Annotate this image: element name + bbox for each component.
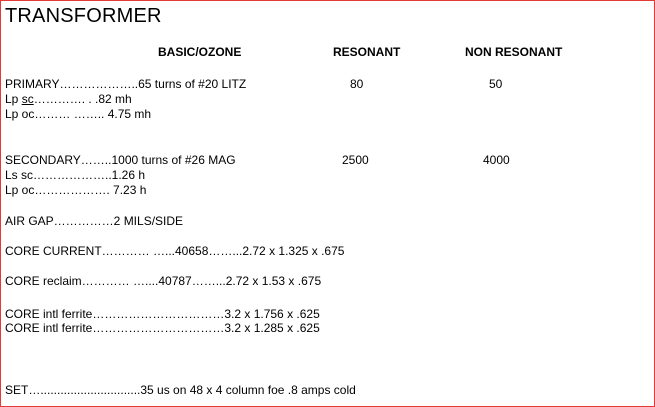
primary-spec: PRIMARY………………..65 turns of #20 LITZ: [5, 77, 247, 91]
secondary-ls-sc: Ls sc………………..1.26 h: [5, 168, 146, 182]
set-spec: SET…..............................35 us on 48 x 4 column foe .8 amps cold: [5, 383, 356, 397]
secondary-spec: SECONDARY……..1000 turns of #26 MAG: [5, 153, 236, 167]
primary-lp-sc-underlined: sc: [21, 92, 34, 106]
primary-resonant-value: 80: [350, 77, 364, 91]
core-current-spec: CORE CURRENT………… …...40658……...2.72 x 1.325 x .675: [5, 244, 345, 258]
secondary-lp-oc: Lp oc………………. 7.23 h: [5, 183, 147, 197]
primary-lp-sc-prefix: Lp: [5, 92, 22, 106]
primary-lp-oc: Lp oc……… …….. 4.75 mh: [5, 107, 152, 121]
core-intl-ferrite-spec-2: CORE intl ferrite……………………………3.2 x 1.285 x .625: [5, 321, 320, 335]
page-title: TRANSFORMER: [5, 5, 162, 27]
primary-non-resonant-value: 50: [489, 77, 503, 91]
column-header-basic-ozone: BASIC/OZONE: [158, 45, 242, 59]
column-header-non-resonant: NON RESONANT: [465, 45, 563, 59]
core-intl-ferrite-spec-1: CORE intl ferrite……………………………3.2 x 1.756 x .625: [5, 307, 320, 321]
secondary-resonant-value: 2500: [342, 153, 369, 167]
primary-lp-sc: [5, 92, 132, 106]
air-gap-spec: AIR GAP……………2 MILS/SIDE: [5, 214, 184, 228]
secondary-non-resonant-value: 4000: [483, 153, 510, 167]
primary-lp-sc-suffix: …………. . .82 mh: [33, 92, 132, 106]
column-header-resonant: RESONANT: [333, 45, 401, 59]
core-reclaim-spec: CORE reclaim………… …....40787……...2.72 x 1.53 x .675: [5, 274, 322, 288]
